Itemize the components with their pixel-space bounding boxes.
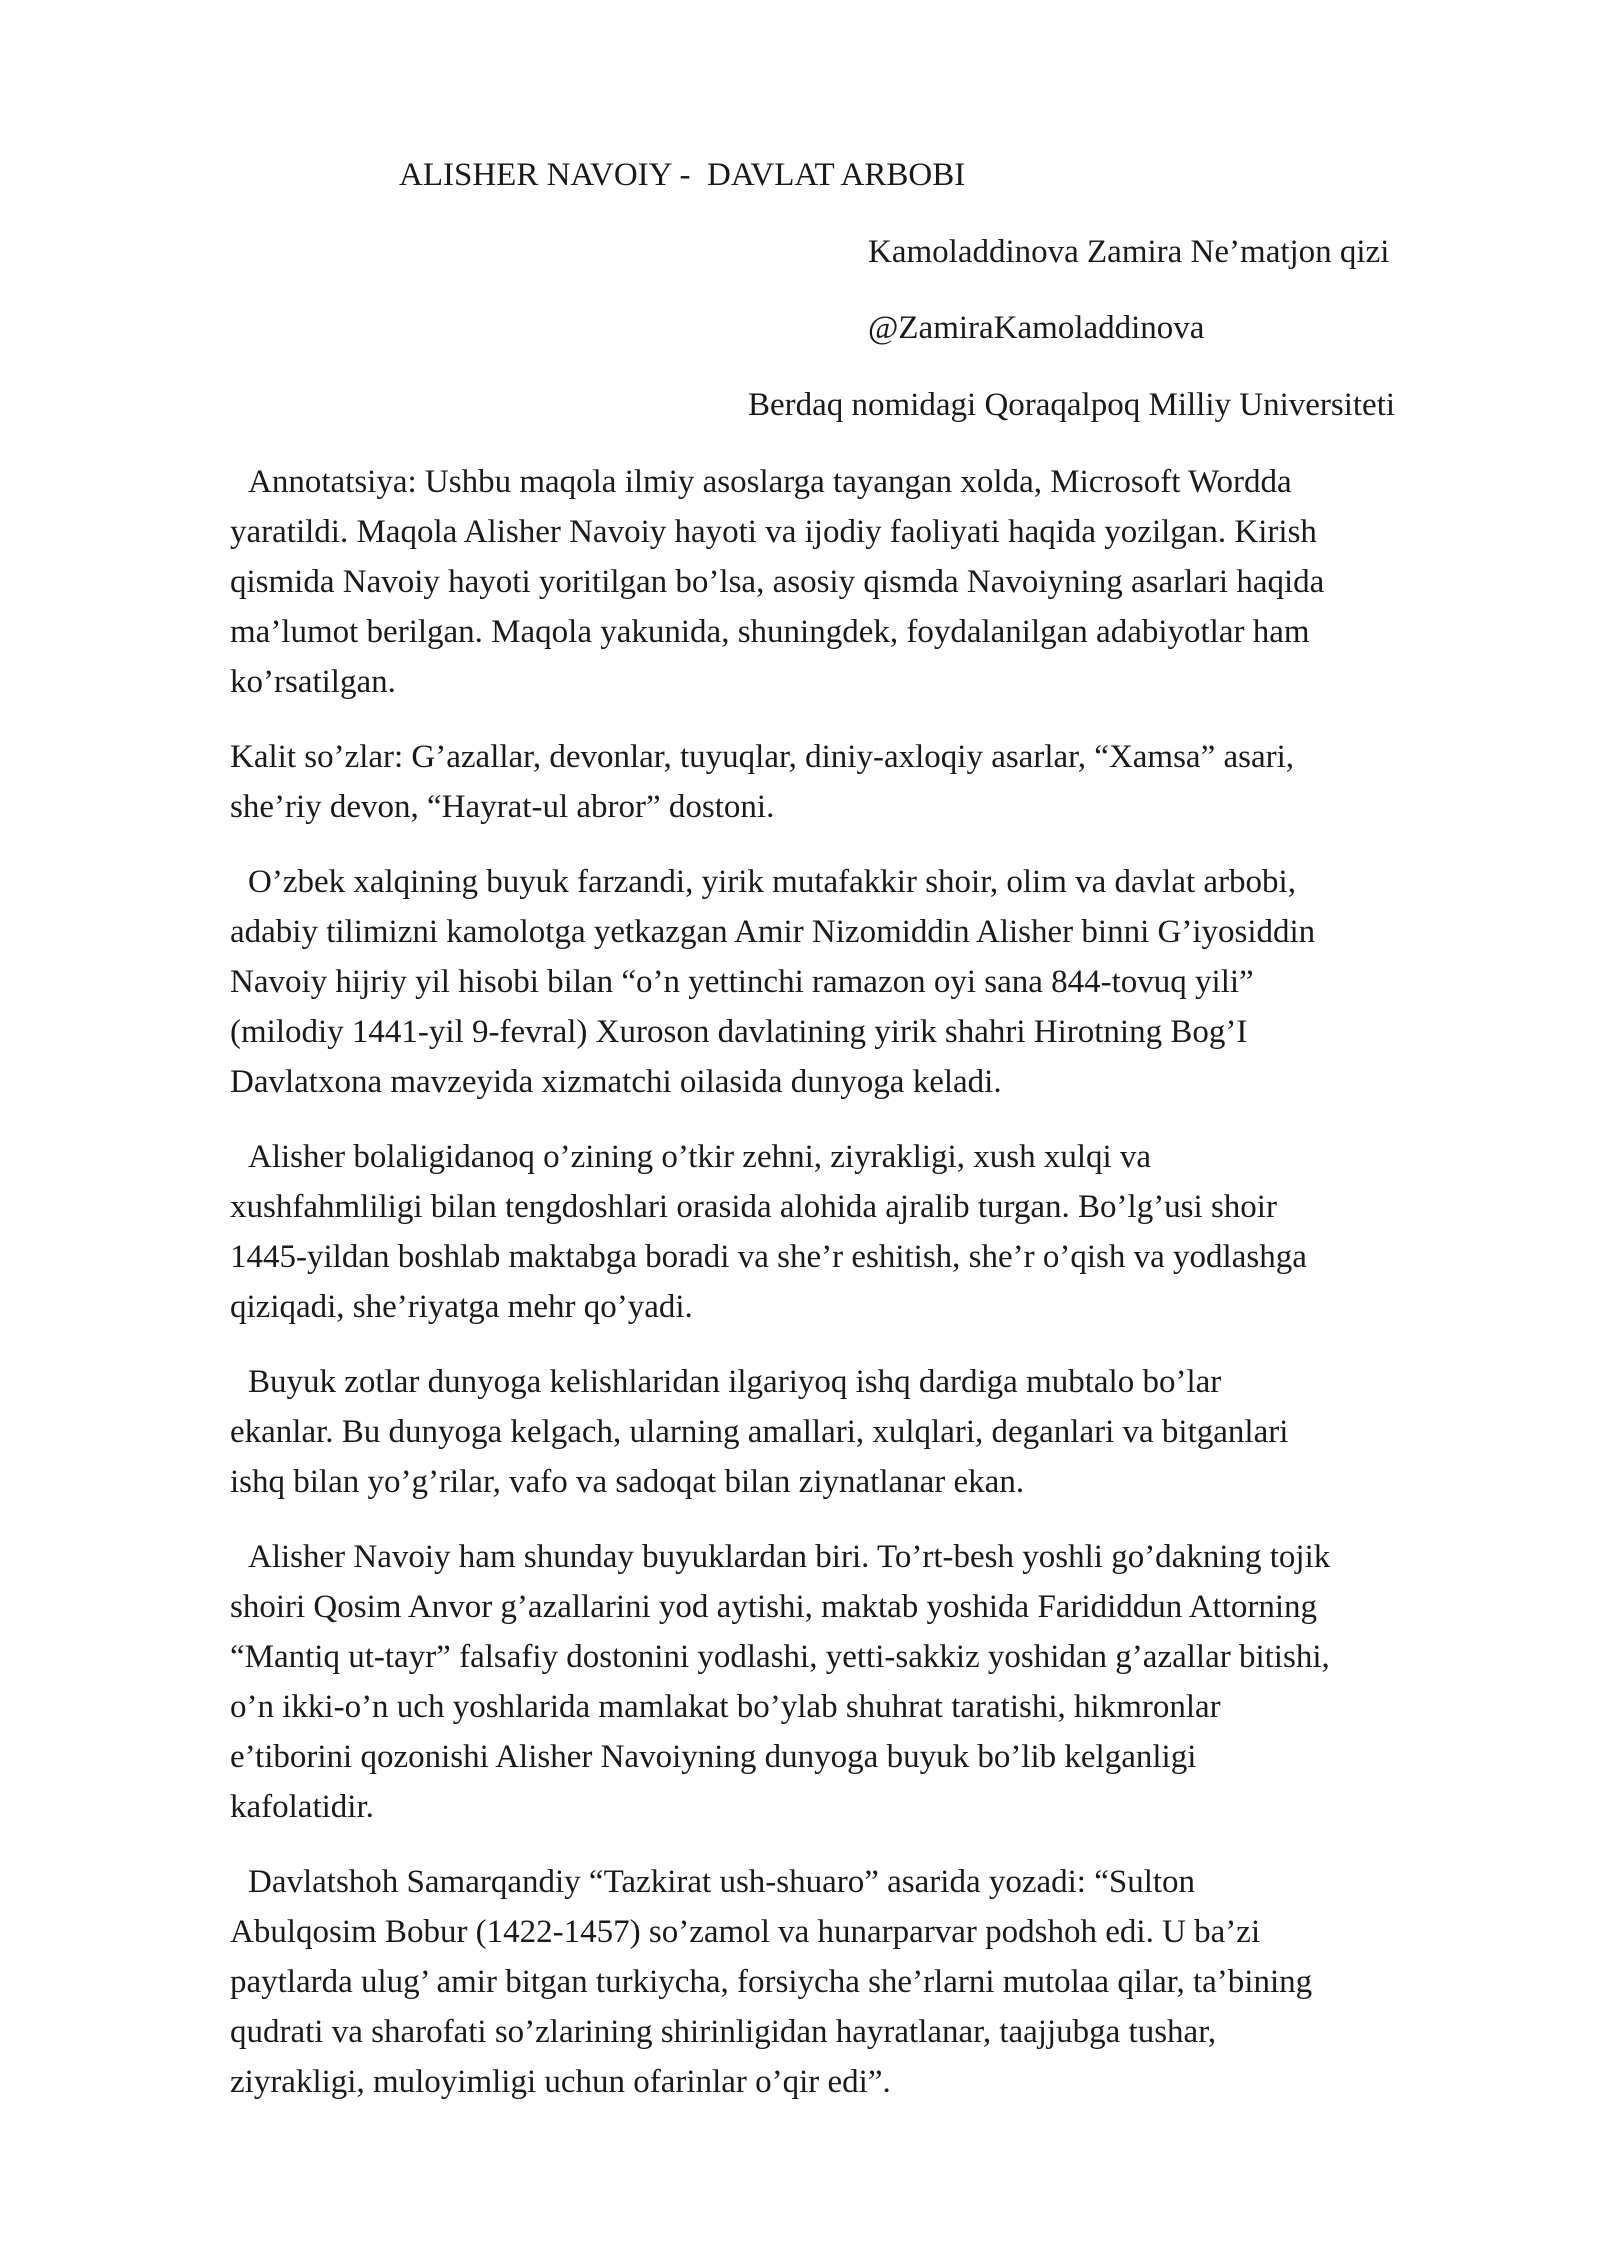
paragraph-text: Alisher Navoiy ham shunday buyuklardan biri. To’rt-besh yoshli go’dakning tojik shoiri Qosim Anvor g’azallarini yod aytishi, maktab yoshida Farididdun Attorning “Mantiq ut-tayr” falsafiy dostonini yodlashi, yetti-sakkiz yoshidan g’azallar bitishi, o’n ikki-o’n uch yoshlarida mamlakat bo’ylab shuhrat taratishi, hikmronlar e’tiborini qozonishi Alisher Navoiyning dunyoga buyuk bo’lib kelganligi kafolatidir.: [230, 1539, 1331, 1825]
paragraph-text: Annotatsiya: Ushbu maqola ilmiy asoslarga tayangan xolda, Microsoft Wordda yaratildi. Maqola Alisher Navoiy hayoti va ijodiy faoliyati haqida yozilgan. Kirish qismida Navoiy hayoti yoritilgan bo’lsa, asosiy qismda Navoiyning asarlari haqida ma’lumot berilgan. Maqola yakunida, shuningdek, foydalanilgan adabiyotlar ham ko’rsatilgan.: [230, 464, 1325, 700]
author-affiliation: Berdaq nomidagi Qoraqalpoq Milliy Universiteti: [748, 387, 1396, 423]
paragraph-text: O’zbek xalqining buyuk farzandi, yirik mutafakkir shoir, olim va davlat arbobi, adabiy tilimizni kamolotga yetkazgan Amir Nizomiddin Alisher binni G’iyosiddin Navoiy hijriy yil hisobi bilan “o’n yettinchi ramazon oyi sana 844-tovuq yili” (milodiy 1441-yil 9-fevral) Xuroson davlatining yirik shahri Hirotning Bog’I Davlatxona mavzeyida xizmatchi oilasida dunyoga keladi.: [230, 864, 1316, 1100]
article-title: ALISHER NAVOIY - DAVLAT ARBOBI: [399, 157, 966, 193]
paragraph-text: Buyuk zotlar dunyoga kelishlaridan ilgariyoq ishq dardiga mubtalo bo’lar ekanlar. Bu dunyoga kelgach, ularning amallari, xulqlari, deganlari va bitganlari ishq bilan yo’g’rilar, vafo va sadoqat bilan ziynatlanar ekan.: [230, 1364, 1289, 1500]
author-name: Kamoladdinova Zamira Ne’matjon qizi: [868, 234, 1390, 270]
paragraph-text: Alisher bolaligidanoq o’zining o’tkir zehni, ziyrakligi, xush xulqi va xushfahmliligi bilan tengdoshlari orasida alohida ajralib turgan. Bo’lg’usi shoir 1445-yildan boshlab maktabga boradi va she’r eshitish, she’r o’qish va yodlashga qiziqadi, she’riyatga mehr qo’yadi.: [230, 1139, 1307, 1325]
author-handle: @ZamiraKamoladdinova: [868, 310, 1205, 346]
body-paragraph: [230, 1857, 1490, 2107]
paragraph-text: Kalit so’zlar: G’azallar, devonlar, tuyuqlar, diniy-axloqiy asarlar, “Xamsa” asari, she’riy devon, “Hayrat-ul abror” dostoni.: [230, 739, 1295, 825]
abstract-paragraph: [230, 457, 1490, 707]
body-paragraph: [230, 857, 1490, 1107]
article-body: [230, 457, 1490, 2132]
paragraph-text: Davlatshoh Samarqandiy “Tazkirat ush-shuaro” asarida yozadi: “Sulton Abulqosim Bobur (1422-1457) so’zamol va hunarparvar podshoh edi. U ba’zi paytlarda ulug’ amir bitgan turkiycha, forsiycha she’rlarni mutolaa qilar, ta’bining qudrati va sharofati so’zlarining shirinligidan hayratlanar, taajjubga tushar, ziyrakligi, muloyimligi uchun ofarinlar o’qir edi”.: [230, 1864, 1313, 2100]
body-paragraph: [230, 1357, 1490, 1507]
body-paragraph: [230, 1132, 1490, 1332]
body-paragraph: [230, 1532, 1490, 1832]
keywords-paragraph: [230, 732, 1490, 832]
